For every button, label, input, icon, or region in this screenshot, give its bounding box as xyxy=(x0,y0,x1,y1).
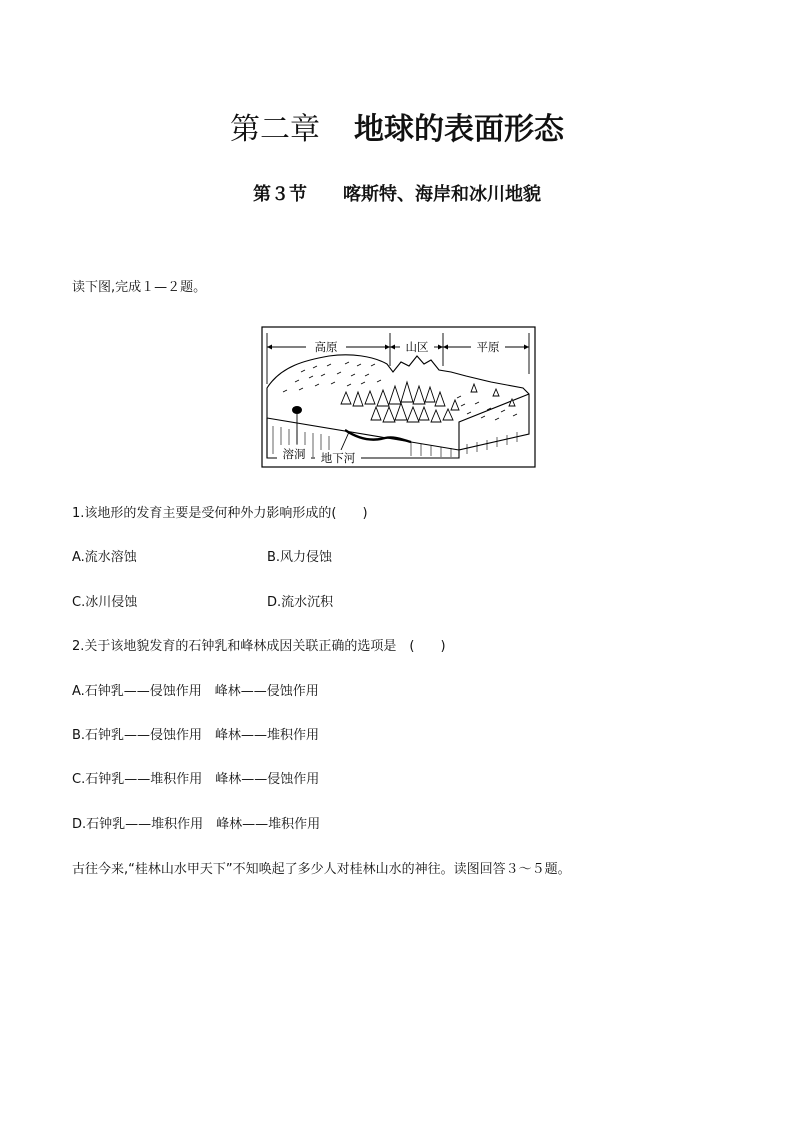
label-plateau: 高原 xyxy=(314,340,338,354)
chapter-title: 地球的表面形态 xyxy=(354,112,564,147)
intro-text-1: 读下图,完成１—２题。 xyxy=(72,280,207,295)
chapter-heading xyxy=(0,104,794,148)
karst-landform-figure xyxy=(261,326,536,468)
cave-shape xyxy=(292,406,302,414)
q1-option-a[interactable]: A.流水溶蚀 xyxy=(72,550,137,565)
label-underground-river: 地下河 xyxy=(320,451,356,465)
q2-option-b[interactable]: B.石钟乳——侵蚀作用 峰林——堆积作用 xyxy=(72,728,320,743)
section-number: 第３节 xyxy=(253,184,307,205)
section-heading xyxy=(0,180,794,206)
label-cave: 溶洞 xyxy=(282,447,306,461)
label-mountain: 山区 xyxy=(405,340,429,354)
intro-text-2: 古往今来,“桂林山水甲天下”不知唤起了多少人对桂林山水的神往。读图回答３～５题。 xyxy=(72,862,571,877)
q2-option-d[interactable]: D.石钟乳——堆积作用 峰林——堆积作用 xyxy=(72,817,321,832)
section-title: 喀斯特、海岸和冰川地貌 xyxy=(343,184,541,205)
label-plain: 平原 xyxy=(476,340,500,354)
q2-option-a[interactable]: A.石钟乳——侵蚀作用 峰林——侵蚀作用 xyxy=(72,684,319,699)
q1-option-b[interactable]: B.风力侵蚀 xyxy=(267,550,333,565)
chapter-number: 第二章 xyxy=(230,112,320,147)
q2-option-c[interactable]: C.石钟乳——堆积作用 峰林——侵蚀作用 xyxy=(72,772,320,787)
question-2-stem: 2.关于该地貌发育的石钟乳和峰林成因关联正确的选项是 ( ) xyxy=(72,639,446,654)
question-1-stem: 1.该地形的发育主要是受何种外力影响形成的( ) xyxy=(72,506,368,521)
q1-option-c[interactable]: C.冰川侵蚀 xyxy=(72,595,138,610)
q1-option-d[interactable]: D.流水沉积 xyxy=(267,595,334,610)
